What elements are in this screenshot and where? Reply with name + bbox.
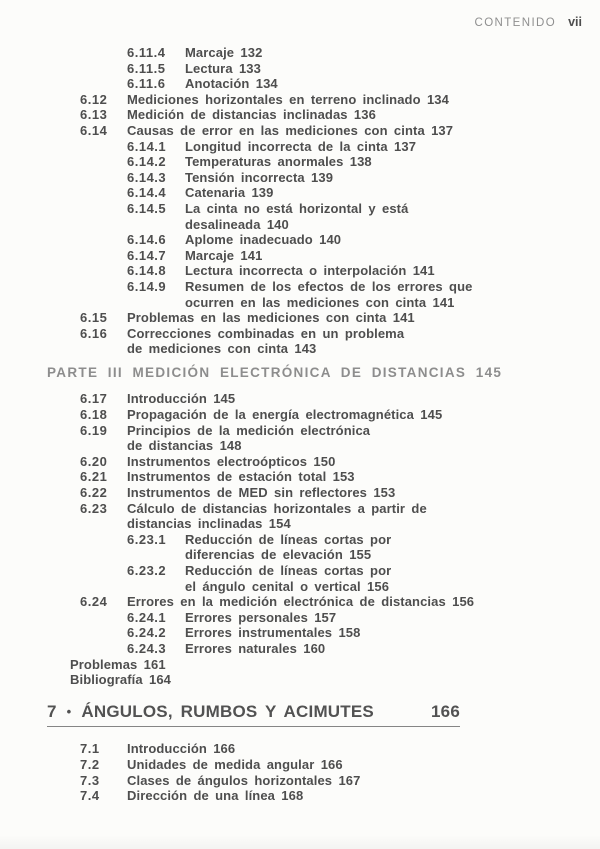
toc-entry [47,594,577,610]
toc-entry-number: 6.12 [80,91,108,107]
toc-entry-text-continuation: de distancias 148 [127,438,242,454]
chapter-heading-left [47,701,374,721]
toc-entry-text: Propagación de la energía electromagnética 145 [127,407,443,423]
toc-entry-number: 6.13 [80,107,108,123]
toc-entry-number: 6.14.8 [127,263,167,279]
toc-entry [47,469,577,485]
toc-entry-text: Cálculo de distancias horizontales a partir de [127,500,427,516]
toc-entry [47,485,577,501]
toc-entry [47,326,577,357]
toc-entry [47,76,577,92]
toc-entry-text: Resumen de los efectos de los errores que [185,278,473,294]
toc-entry-text: Instrumentos de MED sin reflectores 153 [127,485,396,501]
toc-entry [47,610,577,626]
toc-entry [47,123,577,139]
toc-entry-text-continuation: diferencias de elevación 155 [185,547,372,563]
toc-entry [47,641,577,657]
toc-entry-number: 7.2 [80,756,100,772]
toc-entry-number: 6.24.1 [127,609,167,625]
running-header [474,15,582,29]
toc-entry [47,92,577,108]
toc-entry-number: 6.21 [80,469,108,485]
chapter-heading [47,701,460,728]
toc-entry [47,139,577,155]
toc-entry-text: Marcaje 132 [185,45,263,60]
toc-entry-text: Instrumentos electroópticos 150 [127,453,336,469]
toc-entry [47,773,577,789]
toc-entry [47,454,577,470]
toc-entry-text: Problemas 161 [70,656,166,672]
toc-entry-text-continuation: distancias inclinadas 154 [127,516,291,532]
table-of-contents [47,45,577,804]
toc-entry-text-continuation: el ángulo cenital o vertical 156 [185,578,390,594]
toc-entry-number: 6.23.1 [127,531,167,547]
toc-entry-number: 6.14.1 [127,138,167,154]
toc-entry-number: 7.3 [80,772,100,788]
toc-entry-number: 6.14.6 [127,232,167,248]
toc-entry-text: Principios de la medición electrónica [127,422,371,438]
toc-entry-number: 6.11.5 [127,60,166,76]
toc-entry-text: Reducción de líneas cortas por [185,531,392,547]
toc-entry [47,391,577,407]
toc-section-chapter6-edm [47,391,577,687]
toc-entry-text: Errores instrumentales 158 [185,625,361,641]
toc-entry [47,788,577,804]
toc-entry-text: Introducción 145 [127,391,236,407]
toc-entry-text: Longitud incorrecta de la cinta 137 [185,138,417,154]
toc-entry [47,279,577,310]
toc-entry [47,657,577,673]
toc-entry-text-continuation: de mediciones con cinta 143 [127,341,317,357]
toc-entry [47,107,577,123]
toc-entry [47,201,577,232]
toc-entry-text: Anotación 134 [185,76,278,92]
toc-entry-number: 6.15 [80,310,108,326]
toc-entry [47,501,577,532]
toc-entry-text: La cinta no está horizontal y está [185,200,409,216]
toc-entry [47,263,577,279]
toc-entry-number: 6.16 [80,325,108,341]
toc-entry-number: 6.14.3 [127,169,167,185]
toc-entry-number: 7.4 [80,788,100,804]
toc-entry [47,170,577,186]
toc-entry [47,310,577,326]
toc-entry-text: Temperaturas anormales 138 [185,154,372,170]
toc-entry-text: Marcaje 141 [185,247,263,263]
toc-entry-number: 6.17 [80,391,108,407]
toc-entry-text: Problemas en las mediciones con cinta 141 [127,310,415,326]
toc-entry-text: Errores naturales 160 [185,640,326,656]
toc-entry-number: 6.14.5 [127,200,167,216]
toc-section-chapter7 [47,741,577,803]
toc-entry [47,672,577,688]
running-header-title: CONTENIDO [474,17,557,29]
toc-entry [47,423,577,454]
toc-entry-text: Dirección de una línea 168 [127,788,304,804]
toc-entry-text: Aplome inadecuado 140 [185,232,342,248]
toc-entry-text: Instrumentos de estación total 153 [127,469,355,485]
page-number: vii [568,15,582,29]
toc-entry-number: 6.18 [80,407,108,423]
toc-entry-text: Causas de error en las mediciones con cinta 137 [127,122,454,138]
toc-entry-number: 6.14 [80,122,108,138]
toc-entry-text: Lectura incorrecta o interpolación 141 [185,263,435,279]
toc-entry-text: Tensión incorrecta 139 [185,169,334,185]
toc-entry-text-continuation: desalineada 140 [185,216,289,232]
toc-entry-text: Errores en la medición electrónica de distancias 156 [127,594,475,610]
toc-entry-number: 7.1 [80,741,100,757]
toc-entry [47,61,577,77]
toc-entry [47,757,577,773]
toc-entry [47,154,577,170]
toc-entry-number: 6.14.7 [127,247,167,263]
toc-entry-number: 6.22 [80,485,108,501]
toc-entry-text: Errores personales 157 [185,609,337,625]
chapter-title: ÁNGULOS, RUMBOS Y ACIMUTES [81,701,374,721]
toc-entry [47,232,577,248]
toc-entry-text: Catenaria 139 [185,185,274,201]
toc-entry-text: Lectura 133 [185,60,261,76]
toc-entry-number: 6.11.4 [127,45,166,60]
toc-entry-number: 6.24 [80,594,108,610]
toc-entry [47,248,577,264]
toc-entry-text: Mediciones horizontales en terreno inclinado 134 [127,91,449,107]
toc-entry-number: 6.23 [80,500,108,516]
toc-entry-number: 6.20 [80,453,108,469]
toc-entry-number: 6.24.2 [127,625,167,641]
toc-entry-text: Medición de distancias inclinadas 136 [127,107,376,123]
toc-entry-number: 6.23.2 [127,563,167,578]
chapter-number: 7 [47,701,57,721]
toc-entry-number: 6.14.9 [127,278,167,294]
toc-entry-number: 6.14.4 [127,185,167,201]
bullet-icon: • [66,703,72,719]
toc-entry-number: 6.19 [80,422,108,438]
toc-entry-text: Correcciones combinadas en un problema [127,325,405,341]
toc-entry-number: 6.11.6 [127,76,166,92]
toc-entry [47,563,577,594]
toc-entry-text: Clases de ángulos horizontales 167 [127,772,361,788]
toc-entry-number: 6.14.2 [127,154,167,170]
toc-entry [47,532,577,563]
toc-entry [47,185,577,201]
toc-entry-text-continuation: ocurren en las mediciones con cinta 141 [185,294,455,310]
toc-entry [47,625,577,641]
toc-entry-number: 6.24.3 [127,640,167,656]
toc-entry-text: Introducción 166 [127,741,236,757]
toc-section-chapter6-taping [47,45,577,357]
toc-entry [47,741,577,757]
toc-entry [47,407,577,423]
chapter-page-number: 166 [431,701,460,721]
toc-entry-text: Bibliografía 164 [70,672,172,688]
toc-entry [47,45,577,61]
part-heading: PARTE III MEDICIÓN ELECTRÓNICA DE DISTANCIAS 145 [47,364,503,380]
toc-entry-text: Reducción de líneas cortas por [185,563,392,578]
toc-entry-text: Unidades de medida angular 166 [127,756,343,772]
